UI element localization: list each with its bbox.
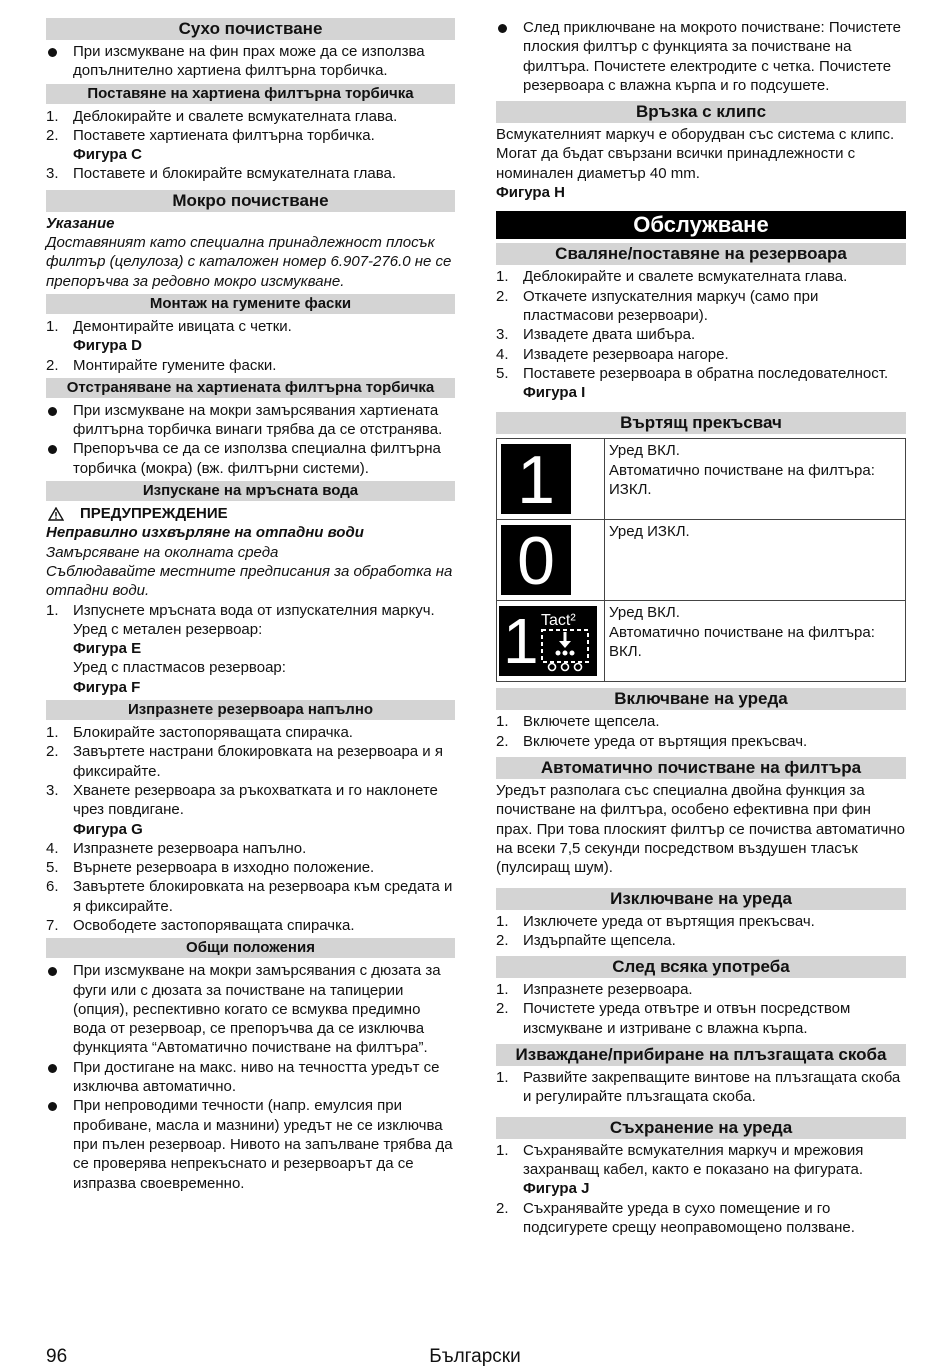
warning-label: ПРЕДУПРЕЖДЕНИЕ: [46, 504, 455, 523]
list-item: При изсмукване на мокри замърсявания с дюзата за фуги или с дюзата за почистване на тапицерии (опция), респективно когато се всмуква предимно вода от резервоар, се препоръчва да се изключва функцията “Автоматично почистване на филтъра”.: [46, 961, 455, 1057]
switch-off-icon: 0: [501, 525, 571, 595]
footer-language: Български: [429, 1346, 521, 1367]
section-heading-auto-filter-cleaning: Автоматично почистване на филтъра: [496, 757, 906, 779]
section-heading-dry-cleaning: Сухо почистване: [46, 18, 455, 40]
switch-tact-icon: 1 Tact²: [499, 606, 597, 676]
table-row: [497, 601, 906, 682]
figure-ref: Фигура C: [73, 146, 142, 164]
section-heading-tank: Сваляне/поставяне на резервоара: [496, 243, 906, 265]
table-cell: [497, 439, 605, 520]
subheading-empty-tank: Изпразнете резервоара напълно: [46, 700, 455, 720]
table-row: [497, 439, 906, 520]
table-cell: Уред ВКЛ. Автоматично почистване на филтъра: ВКЛ.: [605, 601, 906, 682]
list-item: При изсмукване на фин прах може да се използва допълнително хартиена филтърна торбичка.: [46, 42, 455, 81]
list-item: 2. Включете уреда от въртящия прекъсвач.: [496, 732, 808, 750]
left-column: [46, 18, 455, 1193]
list-item: 2. Съхранявайте уреда в сухо помещение и го подсигурете срещу неоправомощено ползване.: [496, 1199, 855, 1236]
list-item: 3. Поставете и блокирайте всмукателната глава.: [46, 165, 397, 183]
switch-on-icon: 1: [501, 444, 571, 514]
chapter-heading-operation: Обслужване: [496, 211, 906, 239]
bullet-icon: [46, 1096, 73, 1192]
table-row: [497, 520, 906, 601]
list-item: 4. Изпразнете резервоара напълно.: [46, 839, 307, 857]
figure-ref: Фигура F: [73, 678, 141, 696]
table-cell: Уред ИЗКЛ.: [605, 520, 906, 601]
list-item: 2. Завъртете настрани блокировката на резервоара и я фиксирайте.: [46, 743, 443, 780]
list-item: 1. Деблокирайте и свалете всмукателната глава.: [46, 107, 398, 125]
list-item: Препоръчва се да се използва специална филтърна торбичка (мокра) (вж. филтърни системи).: [46, 439, 455, 478]
list-item: 1. Блокирайте застопоряващата спирачка.: [46, 724, 353, 742]
warning-title: Неправилно изхвърляне на отпадни води: [46, 524, 364, 542]
section-heading-switch-off: Изключване на уреда: [496, 888, 906, 910]
list-item: 2. Почистете уреда отвътре и отвън посредством изсмукване и изтриване с влажна кърпа.: [496, 1000, 851, 1037]
list-item: 7. Освободете застопоряващата спирачка.: [46, 916, 355, 934]
list-item: 4. Извадете резервоара нагоре.: [496, 345, 729, 363]
figure-ref: Фигура E: [73, 640, 142, 658]
list-item: 5. Поставете резервоара в обратна последователност. Фигура I: [496, 364, 889, 402]
section-heading-switch-on: Включване на уреда: [496, 688, 906, 710]
table-cell: [497, 601, 605, 682]
right-column: [496, 18, 906, 1237]
section-heading-wet-cleaning: Мокро почистване: [46, 190, 455, 212]
list-item: 5. Върнете резервоара в изходно положение.: [46, 859, 375, 877]
bullet-icon: [46, 1058, 73, 1097]
list-item: 1. Развийте закрепващите винтове на плъзгащата скоба и регулирайте плъзгащата скоба.: [496, 1069, 901, 1106]
section-heading-after-use: След всяка употреба: [496, 956, 906, 978]
list-item: При изсмукване на мокри замърсявания хартиената филтърна торбичка винаги трябва да се отстранява.: [46, 401, 455, 440]
warning-instruction: Съблюдавайте местните предписания за обработка на отпадни води.: [46, 562, 453, 600]
list-item: 1. Демонтирайте ивицата с четки. Фигура D: [46, 317, 292, 355]
figure-ref: Фигура I: [523, 384, 586, 402]
list-item: 3. Извадете двата шибъра.: [496, 326, 696, 344]
list-item: 2. Издърпайте щепсела.: [496, 931, 676, 949]
paragraph: Всмукателният маркуч е оборудван със система с клипс. Могат да бъдат свързани всички принадлежности с номинален диаметър 40 mm.: [496, 126, 895, 182]
list-item: 1. Деблокирайте и свалете всмукателната глава.: [496, 268, 848, 286]
section-heading-sliding-bracket: Изваждане/прибиране на плъзгащата скоба: [496, 1044, 906, 1066]
list-item: 2. Монтирайте гумените фаски.: [46, 356, 277, 374]
subheading-drain-dirty-water: Изпускане на мръсната вода: [46, 481, 455, 501]
bullet-icon: [46, 961, 73, 1057]
section-heading-clip-connection: Връзка с клипс: [496, 101, 906, 123]
list-item: 2. Поставете хартиената филтърна торбичка. Фигура C: [46, 126, 375, 164]
list-item: 1. Изпуснете мръсната вода от изпускателния маркуч. Уред с метален резервоар: Фигура E Уред с пластмасов резервоар: Фигура F: [46, 601, 435, 696]
bullet-icon: [46, 401, 73, 440]
list-item: При непроводими течности (напр. емулсия при пробиване, масла и мазнини) уредът не се изключва при пълен резервоар. Нивото на запълване трябва да се проверява непрекъснато и резервоарът да се изпразва своевременно.: [46, 1096, 455, 1192]
figure-ref: Фигура G: [73, 820, 143, 838]
subheading-remove-paper-bag: Отстраняване на хартиената филтърна торбичка: [46, 378, 455, 398]
warning-consequence: Замърсяване на околната среда: [46, 543, 279, 561]
figure-ref: Фигура D: [73, 337, 142, 355]
paragraph: Уредът разполага със специална двойна функция за почистване на филтъра, особено ефективна при фин прах. При това плоският филтър се почиства автоматично на всеки 7,5 секунди посредством въздушен тласък (пулсиращ шум).: [496, 782, 905, 877]
bullet-icon: [46, 439, 73, 478]
list-item: След приключване на мокрото почистване: Почистете плоския филтър с функцията за почистване на филтъра. Почистете електродите с четка. Почистете резервоара с влажна кърпа и го подсушете.: [496, 18, 906, 95]
switch-table: [496, 438, 906, 682]
note-label: Указание: [46, 214, 115, 232]
bullet-icon: [496, 18, 523, 95]
list-item: 6. Завъртете блокировката на резервоара към средата и я фиксирайте.: [46, 878, 453, 915]
list-item: При достигане на макс. ниво на течността уредът се изключва автоматично.: [46, 1058, 455, 1097]
page-number: 96: [46, 1346, 68, 1367]
filter-pulse-icon: [537, 608, 597, 674]
list-item: 1. Включете щепсела.: [496, 713, 660, 731]
subheading-rubber-lips: Монтаж на гумените фаски: [46, 294, 455, 314]
list-item: 1. Изключете уреда от въртящия прекъсвач.: [496, 912, 815, 930]
warning-triangle-icon: [48, 507, 64, 521]
list-item: 2. Откачете изпускателния маркуч (само при пластмасови резервоари).: [496, 287, 819, 324]
section-heading-rotary-switch: Въртящ прекъсвач: [496, 412, 906, 434]
table-cell: [497, 520, 605, 601]
tact-label: Tact²: [541, 612, 576, 630]
list-item: 1. Съхранявайте всмукателния маркуч и мрежовия захранващ кабел, както е показано на фигурата. Фигура J: [496, 1141, 864, 1198]
figure-ref: Фигура J: [523, 1180, 590, 1198]
list-item: 1. Изпразнете резервоара.: [496, 981, 693, 999]
figure-ref: Фигура H: [496, 184, 565, 202]
list-item: 3. Хванете резервоара за ръкохватката и го наклонете чрез повдигане. Фигура G: [46, 781, 438, 838]
table-cell: Уред ВКЛ. Автоматично почистване на филтъра: ИЗКЛ.: [605, 439, 906, 520]
subheading-insert-paper-bag: Поставяне на хартиена филтърна торбичка: [46, 84, 455, 104]
section-heading-storage: Съхранение на уреда: [496, 1117, 906, 1139]
note-text: Доставяният като специална принадлежност плосък филтър (целулоза) с каталожен номер 6.907-276.0 не се препоръчва за редовно мокро изсмукване.: [46, 234, 452, 290]
bullet-icon: [46, 42, 73, 81]
subheading-general: Общи положения: [46, 938, 455, 958]
